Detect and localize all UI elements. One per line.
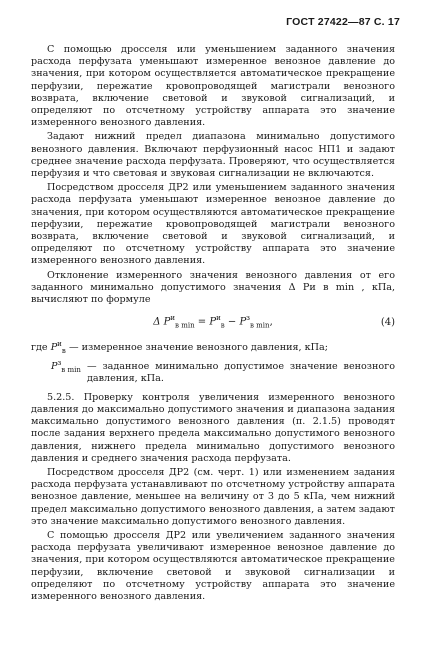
formula-t1-sup: и bbox=[216, 314, 221, 323]
paragraph-5: 5.2.5. Проверку контроля увеличения измеренного венозного давления до максимально допустимого значения и диапазона задания максимально допустимого венозного давления (п. 2.1.5) проводят после задания верхнего предела максимально допустимого венозного давления, нижнего предела минимально допустимого венозного давления и среднего значения расхода перфузата. bbox=[31, 391, 395, 464]
where-row-1 bbox=[31, 338, 395, 357]
where-lead bbox=[31, 338, 69, 357]
formula-tail: , bbox=[269, 316, 273, 328]
paragraph-4: Отклонение измеренного значения венозного давления от его заданного минимально допустимого значения Δ Pи в min , кПа, вычисляют по формуле bbox=[31, 269, 395, 306]
formula-4 bbox=[31, 312, 395, 332]
formula-lhs-sub: в min bbox=[175, 321, 195, 330]
formula-t1-sub: в bbox=[220, 321, 225, 330]
formula-number: (4) bbox=[380, 316, 395, 328]
where-row-2 bbox=[31, 357, 395, 386]
page-header: ГОСТ 27422—87 С. 17 bbox=[286, 16, 400, 28]
where-sym1-sub: в bbox=[61, 346, 66, 355]
document-body bbox=[31, 44, 395, 605]
formula-t2-sup: з bbox=[246, 314, 250, 323]
paragraph-6: Посредством дросселя ДР2 (см. черт. 1) или изменением задания расхода перфузата устанавливают по отсчетному устройству аппарата венозное давление, меньшее на величину от 3 до 5 кПа, чем нижний предел максимально допустимого венозного давления, а затем задают это значение максимально допустимого венозного давления. bbox=[31, 466, 395, 527]
formula-eq: = P bbox=[194, 316, 217, 328]
where-lead-2 bbox=[51, 357, 87, 376]
where-sym1-sup: и bbox=[57, 339, 62, 348]
formula-expression bbox=[31, 312, 375, 332]
formula-minus: − P bbox=[224, 316, 247, 328]
where-word: где bbox=[31, 341, 48, 353]
formula-lhs-sup: и bbox=[170, 314, 176, 323]
paragraph-7: С помощью дросселя ДР2 или увеличением заданного значения расхода перфузата увеличивают измеренное венозное давление до значения, при котором осуществляются автоматическое прекращение перфузии, включение световой и звуковой сигнализации и определяют по отсчетному устройству аппарата это значение измеренного венозного давления. bbox=[31, 529, 395, 602]
where-sym2-sub: в min bbox=[61, 366, 81, 375]
paragraph-3: Посредством дросселя ДР2 или уменьшением заданного значения расхода перфузата уменьшают измеренное венозное давление до значения, при котором осуществляются автоматическое прекращение перфузии, пережатие кровопроводящей магистрали венозного возврата, включение световой и звуковой сигнализаций, и определяют по отсчетному устройству аппарата это значение измеренного венозного давления. bbox=[31, 182, 395, 267]
formula-t2-sub: в min bbox=[250, 321, 270, 330]
paragraph-2: Задают нижний предел диапазона минимально допустимого венозного давления. Включают перфузионный насос НП1 и задают среднее значение расхода перфузата. Проверяют, что осуществляется перфузия и что световая и звуковая сигнализации не включаются. bbox=[31, 131, 395, 180]
where-def2: — заданное минимально допустимое значение венозного давления, кПа. bbox=[87, 361, 395, 385]
where-sym2: P bbox=[51, 361, 58, 373]
where-def1: — измеренное значение венозного давления, кПа; bbox=[69, 341, 328, 353]
formula-lhs: Δ P bbox=[153, 316, 171, 328]
where-sym1: P bbox=[50, 341, 58, 353]
paragraph-1: С помощью дросселя или уменьшением заданного значения расхода перфузата уменьшают измеренное венозное давление до значения, при котором осуществляется автоматическое прекращение перфузии, пережатие кровопроводящей магистрали венозного возврата, включение световой и звуковой сигнализаций, и определяют по отсчетному устройству аппарата это значение измеренного венозного давления. bbox=[31, 44, 395, 129]
where-sym2-sup: з bbox=[57, 359, 62, 368]
where-block bbox=[31, 338, 395, 386]
